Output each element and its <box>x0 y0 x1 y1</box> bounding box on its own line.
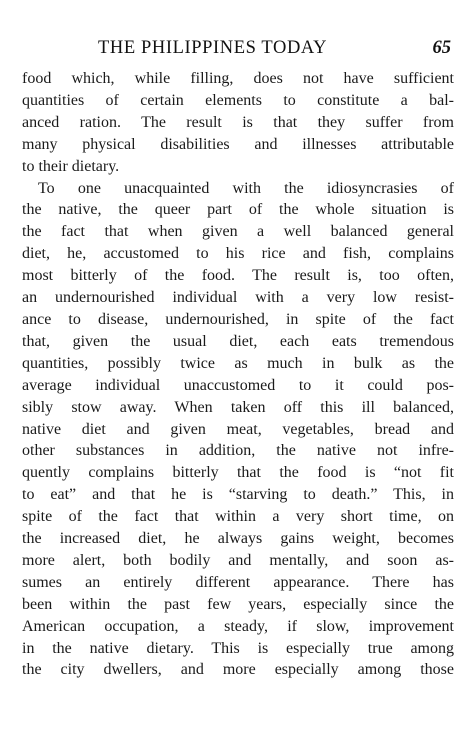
paragraph-2 <box>22 178 454 682</box>
book-page <box>22 38 454 681</box>
text-line: the native, the queer part of the whole situation is <box>22 201 454 219</box>
text-line: in the native dietary. This is especially true among <box>22 639 454 657</box>
text-line: quently complains bitterly that the food is “not fit <box>22 464 454 482</box>
text-line: to eat” and that he is “starving to death.” This, in <box>22 486 454 504</box>
text-line: that, given the usual diet, each eats tremendous <box>22 332 454 350</box>
text-line: quantities, possibly twice as much in bulk as the <box>22 354 454 372</box>
text-line: native diet and given meat, vegetables, bread and <box>22 420 454 438</box>
running-title: THE PHILIPPINES TODAY <box>98 38 328 58</box>
body-text <box>22 68 454 681</box>
text-line: other substances in addition, the native not infre- <box>22 442 454 460</box>
page-header <box>22 38 454 68</box>
text-line: sumes an entirely different appearance. There has <box>22 573 454 591</box>
text-line: American occupation, a steady, if slow, improvement <box>22 617 454 635</box>
text-line: quantities of certain elements to constitute a bal- <box>22 91 454 109</box>
text-line: the increased diet, he always gains weight, becomes <box>22 530 454 548</box>
text-line: sibly stow away. When taken off this ill balanced, <box>22 398 454 416</box>
text-line: the city dwellers, and more especially among those <box>22 661 454 679</box>
text-line: an undernourished individual with a very low resist- <box>22 289 454 307</box>
text-line: average individual unaccustomed to it could pos- <box>22 376 454 394</box>
text-line: To one unacquainted with the idiosyncrasies of <box>38 179 454 197</box>
text-line: food which, while filling, does not have sufficient <box>22 70 454 87</box>
paragraph-1 <box>22 68 454 178</box>
text-line: more alert, both bodily and mentally, and soon as- <box>22 551 454 569</box>
text-line: to their dietary. <box>22 157 120 175</box>
text-line: spite of the fact that within a very short time, on <box>22 508 454 526</box>
text-line: the fact that when given a well balanced general <box>22 223 454 241</box>
page-number: 65 <box>432 38 451 58</box>
text-line: been within the past few years, especially since the <box>22 595 454 613</box>
text-line: many physical disabilities and illnesses attributable <box>22 135 454 153</box>
text-line: diet, he, accustomed to his rice and fish, complains <box>22 245 454 263</box>
text-line: ance to disease, undernourished, in spite of the fact <box>22 310 454 328</box>
text-line: anced ration. The result is that they suffer from <box>22 113 454 131</box>
text-line: most bitterly of the food. The result is, too often, <box>22 267 454 285</box>
